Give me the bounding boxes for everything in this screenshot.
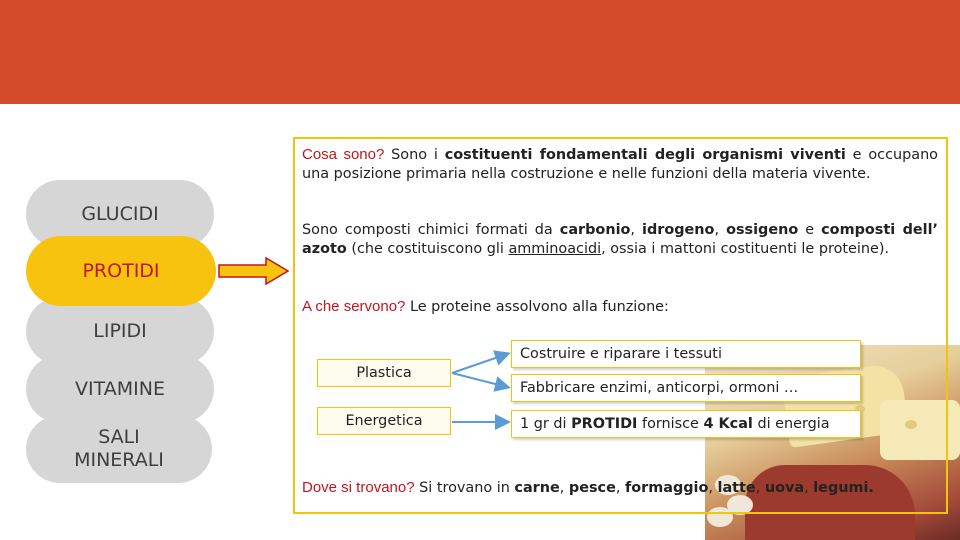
text-bold: ossigeno [726, 222, 799, 238]
paragraph-dove-si-trovano [302, 478, 942, 498]
question-dove-si-trovano: Dove si trovano? [302, 479, 415, 496]
text-bold: carne [514, 480, 560, 496]
category-label: GLUCIDI [81, 202, 159, 225]
category-vitamine[interactable] [26, 355, 214, 423]
paragraph-a-che-servono [302, 297, 938, 317]
header-bar [0, 0, 960, 104]
paragraph-composti [302, 221, 938, 259]
text: Sono composti chimici formati da [302, 222, 560, 238]
text-bold: costituenti fondamentali degli organismi viventi [444, 147, 846, 163]
text: , [714, 222, 727, 238]
category-protidi[interactable] [26, 236, 216, 306]
desc-text: fornisce [642, 416, 699, 432]
text: Le proteine assolvono alla funzione: [405, 299, 669, 315]
question-a-che-servono: A che servono? [302, 298, 406, 315]
text: , [615, 480, 625, 496]
text: , [630, 222, 643, 238]
text: e [798, 222, 822, 238]
question-cosa-sono: Cosa sono? [302, 146, 385, 163]
function-energetica [317, 407, 451, 435]
connector-arrows-icon [451, 345, 513, 431]
desc-text-bold: PROTIDI [571, 416, 638, 432]
text-bold: composti dell’ azoto [302, 222, 938, 257]
text: (che costituiscono gli [346, 241, 509, 257]
plastica-desc-2 [511, 374, 861, 402]
function-label: Energetica [345, 413, 423, 429]
category-label: PROTIDI [82, 259, 160, 282]
text-bold: legumi. [813, 480, 874, 496]
paragraph-cosa-sono [302, 145, 938, 184]
text: , [708, 480, 718, 496]
desc-text: Fabbricare enzimi, anticorpi, ormoni … [520, 380, 799, 396]
pointer-arrow-icon [218, 256, 290, 286]
text: , [755, 480, 765, 496]
plastica-desc-1 [511, 340, 861, 368]
content-panel [293, 137, 948, 514]
energetica-desc [511, 410, 861, 438]
text-bold: uova [764, 480, 805, 496]
desc-text: Costruire e riparare i tessuti [520, 346, 722, 362]
category-sali-minerali[interactable] [26, 415, 212, 483]
category-label: LIPIDI [93, 319, 147, 342]
text: , [559, 480, 569, 496]
function-plastica [317, 359, 451, 387]
text-bold: carbonio [559, 222, 631, 238]
text-bold: latte [717, 480, 756, 496]
category-label: SALI MINERALI [74, 426, 164, 471]
text-bold: idrogeno [642, 222, 715, 238]
desc-text-bold: 4 Kcal [703, 416, 753, 432]
text-bold: formaggio [625, 480, 709, 496]
text: Si trovano in [414, 480, 515, 496]
text: , [804, 480, 814, 496]
desc-text: di energia [757, 416, 830, 432]
text-underline: amminoacidi [508, 241, 602, 257]
text: , ossia i mattoni costituenti le proteine). [601, 241, 890, 257]
text: e occupano una posizione primaria nella costruzione e nelle funzioni della materia vivente. [302, 147, 938, 182]
text-bold: pesce [568, 480, 616, 496]
category-label: VITAMINE [75, 377, 165, 400]
text: Sono i [384, 147, 445, 163]
function-label: Plastica [356, 365, 412, 381]
desc-text: 1 gr di [520, 416, 567, 432]
